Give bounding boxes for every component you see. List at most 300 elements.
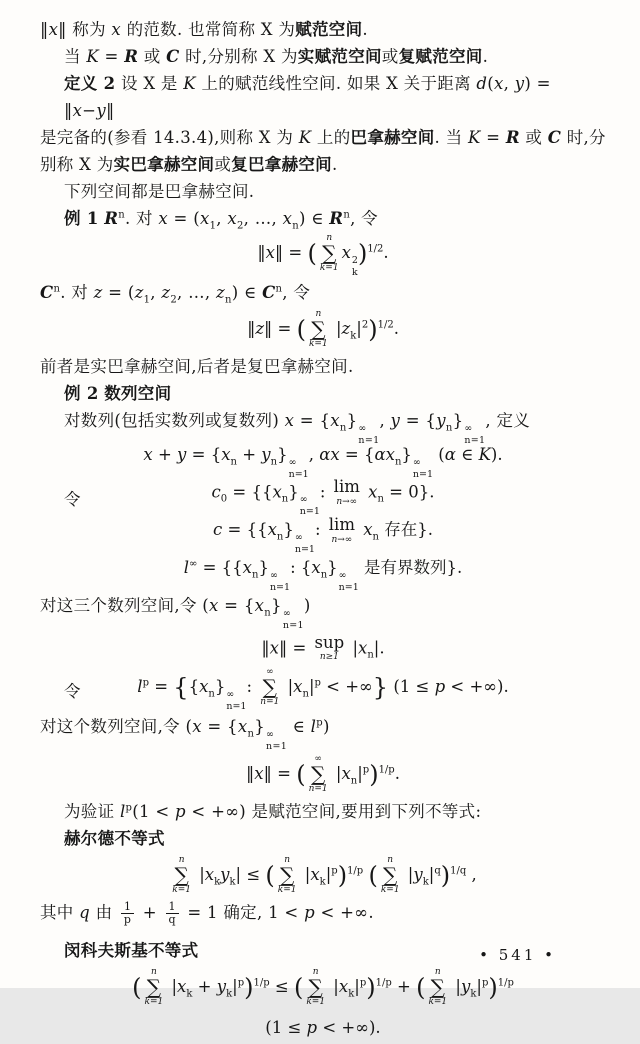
- big-bracket: (: [416, 973, 426, 1002]
- sigma-icon: ∑: [310, 762, 326, 787]
- superscript: 1/2: [367, 243, 384, 255]
- text-run: = 0}.: [383, 482, 435, 502]
- subscript: k: [351, 266, 358, 278]
- text-run: ∈: [287, 717, 311, 737]
- superscript: ∞: [464, 423, 473, 434]
- bold-text: 例 1: [64, 209, 99, 228]
- variable: p: [174, 802, 186, 822]
- superscript: ∞: [412, 457, 421, 468]
- sum-upper: n: [284, 855, 291, 866]
- subscript: k: [348, 988, 355, 1000]
- text-run: < +∞).: [317, 1017, 381, 1037]
- text-run: |: [282, 677, 294, 697]
- variable: K: [478, 445, 491, 464]
- subscript: n=1: [464, 434, 486, 446]
- text-run: |: [476, 976, 482, 996]
- text-run: ‖: [257, 243, 266, 262]
- text-run: 对数列(包括实数列或复数列): [64, 411, 285, 430]
- sum-upper: n: [434, 966, 441, 977]
- text-run: ‖ =: [263, 764, 297, 784]
- subscript: n=1: [412, 468, 434, 480]
- subscript: n: [372, 531, 379, 543]
- subscript: n: [394, 456, 402, 468]
- superscript: 1/p: [347, 865, 364, 877]
- formula-line: [40, 964, 606, 1011]
- variable: x: [199, 209, 210, 228]
- superscript: ∞: [338, 570, 347, 582]
- operator-with-limit: [329, 517, 355, 545]
- formula-label: 令: [64, 489, 81, 509]
- variable: K: [298, 128, 312, 147]
- formula-line: [40, 445, 606, 479]
- text-run: (: [433, 445, 445, 464]
- superscript: ∞: [189, 558, 198, 570]
- text-run: |: [428, 865, 435, 885]
- superscript: p: [237, 977, 245, 989]
- subscript: n: [208, 688, 215, 700]
- summation: [428, 968, 447, 1007]
- variable: x: [494, 74, 504, 93]
- sum-lower: k=1: [306, 996, 326, 1007]
- variable: y: [96, 101, 106, 120]
- variable: z: [216, 283, 225, 302]
- formula-line: [40, 630, 606, 666]
- bold-text: 赫尔德不等式: [64, 829, 165, 849]
- text-run: , 令: [282, 283, 311, 302]
- stacked-script: [300, 495, 320, 516]
- variable: z: [161, 283, 171, 302]
- sum-lower: k=1: [172, 885, 191, 896]
- superscript: 1/p: [378, 764, 395, 776]
- text-run: |: [354, 976, 360, 996]
- text-run: 由: [90, 903, 118, 923]
- superscript: ∞: [358, 423, 367, 434]
- text-run: 对这三个数列空间,令 (: [40, 596, 210, 616]
- numerator: 1: [121, 901, 134, 915]
- variable: l: [137, 677, 143, 697]
- sigma-icon: ∑: [146, 974, 161, 999]
- variable: x: [158, 209, 168, 228]
- operator: lim: [333, 477, 360, 496]
- variable: x: [111, 20, 122, 39]
- variable: x: [267, 520, 277, 540]
- stacked-script: [339, 571, 359, 592]
- text-run: 是有界数列}.: [358, 558, 463, 578]
- sum-lower: k=1: [308, 339, 328, 349]
- variable: y: [390, 411, 401, 430]
- text-run: ‖: [105, 101, 115, 120]
- sigma-icon: ∑: [311, 317, 326, 341]
- subscript: n=1: [226, 700, 247, 712]
- bold-text: 实赋范空间: [297, 47, 382, 66]
- numerator: 1: [166, 901, 179, 915]
- text-run: ).: [490, 445, 503, 464]
- text-run: 时,分: [561, 128, 606, 147]
- variable: p: [304, 903, 315, 923]
- text-run: , …,: [243, 209, 283, 228]
- formula-body: [247, 310, 399, 349]
- stacked-script: [289, 458, 309, 479]
- big-bracket: ): [366, 973, 376, 1002]
- text-run: |: [193, 865, 205, 885]
- subscript: n: [339, 422, 347, 434]
- text-run: .: [482, 47, 489, 66]
- summation: [260, 668, 279, 707]
- text-run: 的范数. 也常简称 X 为: [121, 20, 296, 39]
- variable: x: [330, 411, 340, 430]
- variable: q: [79, 903, 91, 923]
- formula-line: [40, 1011, 606, 1044]
- variable: p: [306, 1017, 318, 1037]
- operator-with-limit: [334, 479, 360, 507]
- text-run: ‖: [261, 637, 270, 657]
- sum-upper: n: [315, 309, 322, 319]
- bold-text: 数列空间: [104, 384, 172, 403]
- superscript: 1/2: [377, 319, 394, 331]
- text-line: [40, 713, 606, 751]
- variable: z: [255, 319, 265, 338]
- big-bracket: ): [357, 239, 368, 268]
- text-run: ‖ =: [274, 243, 308, 262]
- bold-variable: R: [505, 128, 520, 147]
- bold-text: 复巴拿赫空间: [231, 155, 332, 174]
- variable: x: [221, 445, 231, 464]
- stacked-script: [358, 424, 379, 445]
- bold-variable: C: [166, 47, 180, 66]
- superscript: ∞: [226, 689, 235, 701]
- variable: K: [86, 47, 99, 66]
- big-bracket: ): [337, 861, 348, 890]
- subscript: n=1: [299, 505, 320, 517]
- sum-lower: k=1: [277, 885, 297, 896]
- formula-body: [143, 445, 502, 479]
- limit-underscript: n≥1: [319, 652, 339, 662]
- text-run: ≤: [269, 976, 294, 996]
- text-run: = {: [201, 717, 238, 737]
- superscript: p: [316, 717, 323, 729]
- variable: x: [177, 976, 187, 996]
- bold-text: 巴拿赫空间: [350, 128, 435, 147]
- text-run: (1 ≤: [388, 677, 435, 697]
- superscript: ∞: [294, 532, 303, 544]
- subscript: n: [264, 607, 272, 619]
- variable: x: [265, 243, 275, 262]
- text-run: =: [148, 677, 174, 697]
- text-run: :: [314, 520, 326, 540]
- text-run: |: [357, 764, 363, 784]
- variable: y: [413, 865, 423, 885]
- text-line: [40, 592, 606, 630]
- variable: x: [237, 717, 248, 737]
- text-run: ,: [216, 209, 228, 228]
- big-bracket: ): [244, 973, 254, 1002]
- text-run: ‖: [247, 319, 256, 338]
- text-run: |: [308, 677, 315, 697]
- variable: z: [341, 319, 351, 338]
- variable: K: [183, 74, 196, 93]
- text-run: 设 X 是: [115, 74, 184, 93]
- text-run: = {{: [197, 558, 243, 578]
- subscript: n: [225, 294, 232, 306]
- text-run: |: [356, 319, 362, 338]
- text-run: ) = ‖: [64, 74, 551, 120]
- text-run: 是完备的(参看 14.3.4),则称 X 为: [40, 128, 299, 147]
- text-run: , 令: [350, 209, 378, 228]
- text-run: .: [331, 155, 338, 174]
- text-run: < +∞.: [314, 903, 374, 923]
- text-line: [40, 825, 606, 852]
- variable: x: [310, 865, 320, 885]
- text-run: |: [402, 865, 414, 885]
- text-run: =: [99, 47, 125, 66]
- variable: x: [199, 677, 209, 697]
- subscript: n=1: [266, 740, 288, 752]
- text-run: }: [254, 717, 266, 737]
- text-run: }: [452, 411, 464, 430]
- variable: x: [254, 764, 264, 784]
- superscript: p: [142, 677, 149, 689]
- variable: α: [444, 445, 456, 464]
- variable: x: [311, 558, 321, 578]
- text-run: (1 ≤: [265, 1017, 307, 1037]
- text-run: 下列空间都是巴拿赫空间.: [64, 182, 255, 201]
- text-run: ) ∈: [231, 283, 263, 302]
- text-run: ∈: [455, 445, 479, 464]
- summation: [145, 968, 164, 1007]
- superscript: n: [53, 283, 61, 295]
- bold-text: 赋范空间: [295, 20, 363, 39]
- subscript: k: [214, 876, 221, 888]
- formula-line: [40, 751, 606, 798]
- variable: x: [209, 596, 219, 616]
- text-run: , 定义: [485, 411, 531, 430]
- bold-text: 例 2: [64, 384, 99, 403]
- page-number: • 541 •: [479, 946, 556, 964]
- text-run: = {: [294, 411, 331, 430]
- big-bracket: ): [488, 973, 498, 1002]
- subscript: k: [422, 876, 429, 888]
- big-bracket: (: [307, 239, 317, 268]
- text-run: |: [347, 637, 359, 657]
- text-run: : {: [290, 558, 312, 578]
- subscript: n=1: [358, 434, 380, 446]
- text-run: |: [166, 976, 178, 996]
- sum-lower: k=1: [319, 263, 339, 273]
- text-run: = (: [102, 283, 135, 302]
- text-run: }: [271, 596, 282, 616]
- text-run: ) ∈: [298, 209, 330, 228]
- text-run: 其中: [40, 903, 80, 923]
- subscript: k: [186, 988, 193, 1000]
- text-run: 上的: [311, 128, 351, 147]
- variable: c: [213, 520, 223, 540]
- superscript: n: [275, 283, 283, 295]
- subscript: n: [270, 456, 278, 468]
- sigma-icon: ∑: [262, 675, 277, 700]
- text-run: |: [232, 976, 238, 996]
- variable: αx: [374, 445, 395, 464]
- variable: x: [358, 637, 368, 657]
- text-run: |.: [373, 637, 385, 657]
- sum-lower: k=1: [380, 885, 400, 896]
- sum-upper: ∞: [266, 667, 274, 678]
- text-line: [40, 899, 606, 927]
- limit-underscript: n→∞: [331, 534, 353, 545]
- text-run: 对这个数列空间,令 (: [40, 717, 193, 737]
- text-run: ‖ =: [278, 637, 312, 657]
- big-bracket: (: [265, 861, 275, 890]
- variable: x: [204, 865, 215, 885]
- text-line: [40, 205, 606, 232]
- variable: x: [284, 411, 295, 430]
- superscript: ∞: [299, 494, 308, 506]
- superscript: p: [359, 977, 367, 989]
- sum-lower: n=1: [260, 697, 280, 708]
- subscript: n: [445, 422, 453, 434]
- variable: y: [220, 865, 230, 885]
- formula-line: [40, 554, 606, 592]
- superscript: ∞: [282, 608, 292, 620]
- bold-variable: R: [329, 209, 344, 228]
- formula-line: [40, 232, 606, 279]
- text-run: = {: [400, 411, 437, 430]
- operator: lim: [328, 515, 355, 534]
- formula-line: [40, 852, 606, 899]
- variable: x: [341, 764, 351, 784]
- variable: x: [192, 717, 202, 737]
- superscript: p: [314, 677, 321, 689]
- superscript: p: [331, 865, 338, 877]
- big-bracket: (: [368, 861, 378, 890]
- subscript: k: [350, 330, 357, 342]
- superscript: 2: [351, 255, 358, 266]
- sigma-icon: ∑: [280, 863, 295, 888]
- subscript: n: [281, 493, 289, 505]
- text-run: 别称 X 为: [40, 155, 114, 174]
- subscript: n=1: [269, 581, 291, 593]
- text-run: }: [277, 445, 288, 464]
- stacked-script: [226, 690, 246, 711]
- text-run: }: [214, 677, 226, 697]
- sum-upper: n: [326, 233, 333, 243]
- text-run: 存在}.: [378, 520, 433, 540]
- superscript: ∞: [266, 729, 275, 741]
- superscript: n: [118, 209, 125, 221]
- formula-line: [40, 479, 606, 516]
- sum-lower: k=1: [144, 996, 164, 1007]
- variable: x: [254, 596, 265, 616]
- big-bracket: ): [440, 861, 451, 890]
- text-run: =: [480, 128, 506, 147]
- superscript: p: [362, 764, 370, 776]
- subscript: n: [350, 775, 358, 787]
- stacked-script: [283, 609, 304, 630]
- bold-variable: R: [124, 47, 139, 66]
- bold-text: 实巴拿赫空间: [113, 155, 215, 174]
- subscript: k: [319, 876, 326, 888]
- formula-label: 令: [64, 681, 81, 701]
- variable: x: [272, 482, 282, 502]
- variable: αx: [319, 445, 340, 464]
- text-run: 或: [138, 47, 167, 66]
- big-bracket: {: [173, 673, 189, 702]
- text-line: [40, 798, 606, 825]
- superscript: ∞: [269, 570, 278, 582]
- text-run: +: [391, 976, 417, 996]
- text-run: }: [288, 482, 299, 502]
- formula-line: [40, 666, 606, 713]
- subscript: 0: [220, 493, 228, 505]
- sum-upper: ∞: [314, 754, 322, 765]
- variable: y: [436, 411, 446, 430]
- subscript: n=1: [294, 543, 315, 555]
- variable: x: [368, 482, 378, 502]
- text-run: :: [246, 677, 258, 697]
- variable: x: [143, 445, 153, 464]
- stacked-script: [464, 424, 485, 445]
- formula-body: [265, 1018, 380, 1037]
- sigma-icon: ∑: [383, 863, 398, 888]
- text-line: [40, 151, 606, 178]
- subscript: n: [377, 493, 384, 505]
- text-line: [40, 16, 606, 43]
- variable: x: [48, 20, 59, 39]
- subscript: n: [247, 728, 255, 740]
- text-run: ‖ 称为: [58, 20, 112, 39]
- superscript: 1/p: [253, 977, 270, 989]
- text-run: = {: [339, 445, 375, 464]
- formula-body: [132, 968, 514, 1007]
- text-run: < +∞) 是赋范空间,要用到下列不等式:: [185, 802, 482, 822]
- formula-body: [169, 856, 477, 895]
- superscript: q: [434, 865, 441, 877]
- text-run: = {{: [227, 482, 273, 502]
- text-line: [40, 279, 606, 306]
- variable: l: [310, 717, 317, 737]
- text-run: = (: [168, 209, 200, 228]
- text-run: = {: [186, 445, 222, 464]
- summation: [278, 856, 297, 895]
- superscript: p: [481, 977, 489, 989]
- variable: y: [514, 74, 525, 93]
- text-line: [40, 380, 606, 407]
- sum-lower: n=1: [308, 784, 328, 795]
- text-run: +: [137, 903, 163, 923]
- big-bracket: (: [132, 973, 142, 1002]
- summation: [381, 856, 400, 895]
- variable: l: [183, 558, 190, 578]
- variable: y: [261, 445, 271, 464]
- sigma-icon: ∑: [322, 241, 337, 265]
- variable: l: [119, 802, 126, 822]
- bold-variable: C: [40, 283, 54, 302]
- text-run: 或: [214, 155, 232, 174]
- stacked-script: [413, 458, 433, 479]
- stacked-script: [270, 571, 290, 592]
- text-run: < +∞: [320, 677, 373, 697]
- text-run: = {: [218, 596, 255, 616]
- formula-line: [40, 516, 606, 554]
- text-run: 或: [381, 47, 399, 66]
- text-run: ,: [150, 283, 162, 302]
- sum-upper: n: [178, 855, 185, 866]
- summation: [306, 968, 325, 1007]
- text-run: }: [401, 445, 412, 464]
- text-line: [40, 178, 606, 205]
- summation: [309, 755, 328, 794]
- variable: x: [269, 637, 279, 657]
- superscript: 2: [361, 319, 369, 331]
